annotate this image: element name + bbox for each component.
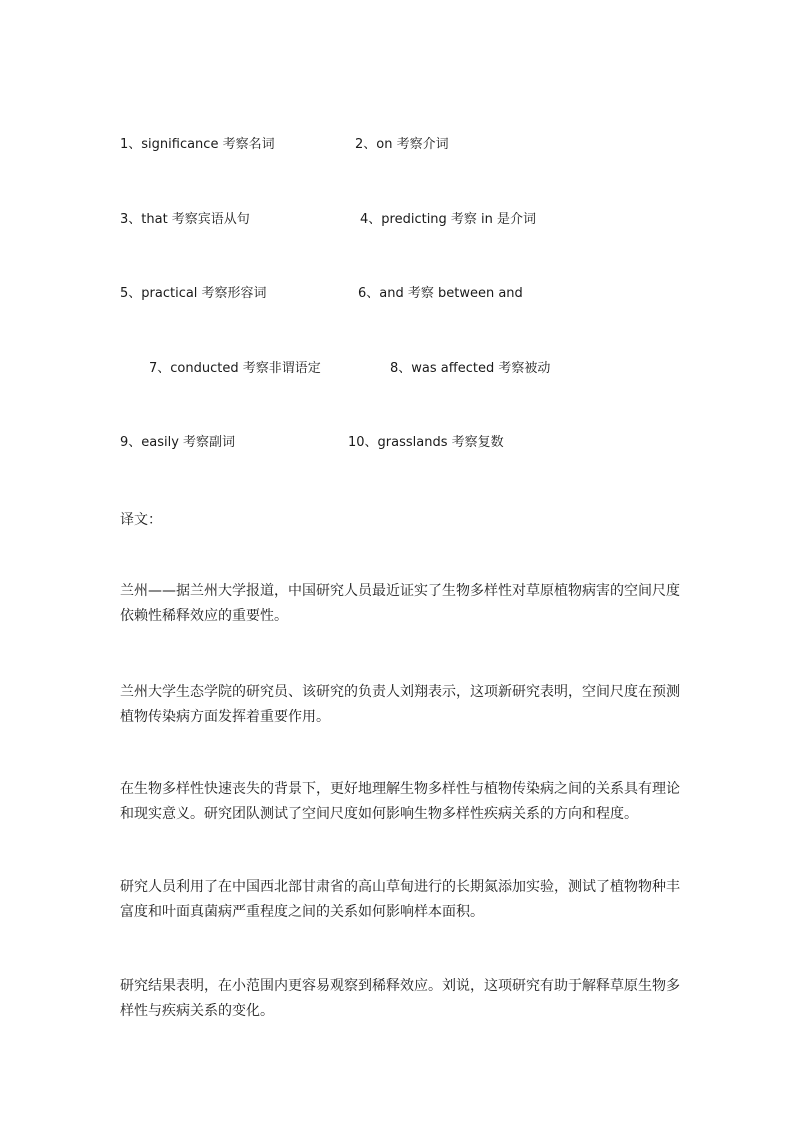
answer-item-3: 3、that 考察宾语从句 bbox=[120, 212, 250, 227]
answer-item-2: 2、on 考察介词 bbox=[355, 137, 449, 152]
answer-item-4: 4、predicting 考察 in 是介词 bbox=[360, 212, 537, 227]
answer-row-4 bbox=[0, 358, 794, 380]
translation-paragraph-1: 兰州——据兰州大学报道，中国研究人员最近证实了生物多样性对草原植物病害的空间尺度依赖性稀释效应的重要性。 bbox=[120, 583, 680, 624]
answer-item-8: 8、was affected 考察被动 bbox=[390, 361, 551, 376]
answer-row-2 bbox=[0, 209, 794, 231]
translation-paragraph-4: 研究人员利用了在中国西北部甘肃省的高山草甸进行的长期氮添加实验，测试了植物物种丰富度和叶面真菌病严重程度之间的关系如何影响样本面积。 bbox=[120, 879, 680, 920]
answer-item-7: 7、conducted 考察非谓语定 bbox=[149, 361, 321, 376]
answer-row-1 bbox=[0, 134, 794, 156]
answer-item-10: 10、grasslands 考察复数 bbox=[348, 435, 504, 450]
translation-paragraph-2: 兰州大学生态学院的研究员、该研究的负责人刘翔表示，这项新研究表明，空间尺度在预测植物传染病方面发挥着重要作用。 bbox=[120, 684, 680, 725]
answer-item-1: 1、significance 考察名词 bbox=[120, 137, 275, 152]
answer-item-9: 9、easily 考察副词 bbox=[120, 435, 236, 450]
translation-paragraph-3: 在生物多样性快速丧失的背景下，更好地理解生物多样性与植物传染病之间的关系具有理论和现实意义。研究团队测试了空间尺度如何影响生物多样性疾病关系的方向和程度。 bbox=[120, 781, 680, 822]
answer-row-3 bbox=[0, 283, 794, 305]
answer-item-6: 6、and 考察 between and bbox=[358, 286, 523, 301]
translation-label: 译文： bbox=[120, 512, 162, 528]
answer-item-5: 5、practical 考察形容词 bbox=[120, 286, 267, 301]
translation-paragraph-5: 研究结果表明，在小范围内更容易观察到稀释效应。刘说，这项研究有助于解释草原生物多样性与疾病关系的变化。 bbox=[120, 978, 680, 1019]
answer-row-5 bbox=[0, 432, 794, 454]
